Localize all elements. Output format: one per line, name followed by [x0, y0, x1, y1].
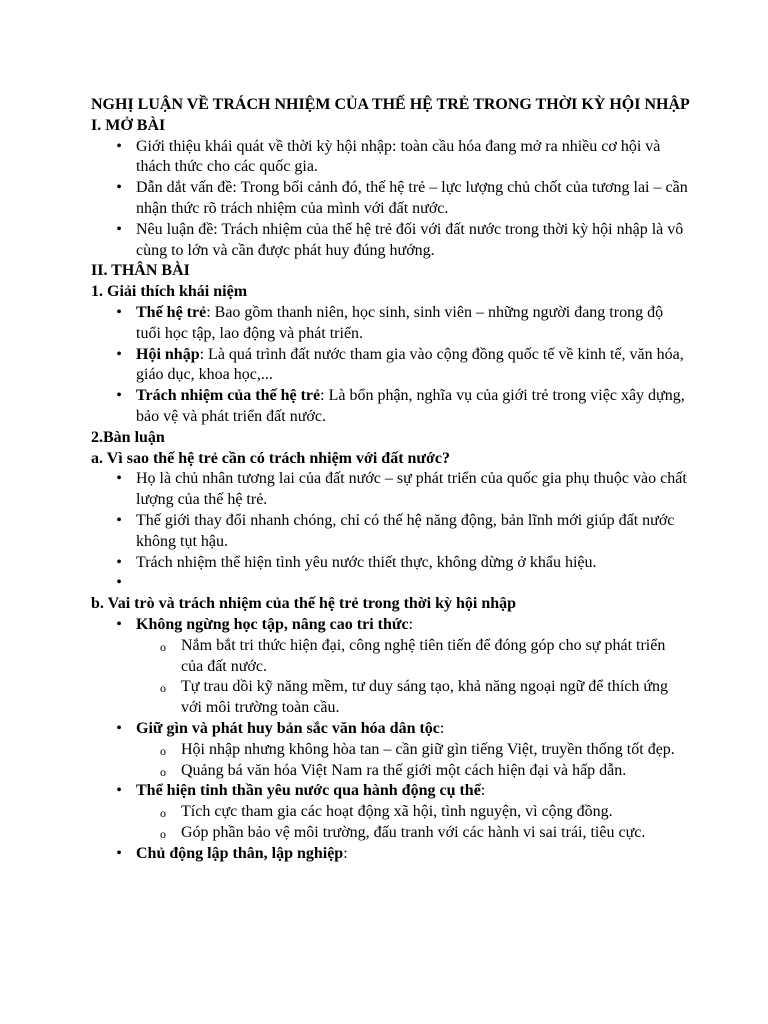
- sub-list-item-text: Hội nhập nhưng không hòa tan – cần giữ gìn tiếng Việt, truyền thống tốt đẹp.: [181, 740, 675, 758]
- list-item: [91, 220, 691, 262]
- sub-list-item-text: Nắm bắt tri thức hiện đại, công nghệ tiên tiến để đóng góp cho sự phát triển của đất nước.: [181, 636, 666, 675]
- document-page: [91, 95, 691, 864]
- sub-list-item: [91, 677, 691, 719]
- bullet-icon: •: [116, 553, 122, 571]
- giai-thich-list: [91, 303, 691, 428]
- bullet-icon: •: [116, 137, 122, 155]
- list-item: [91, 137, 691, 179]
- term-definition: : Là quá trình đất nước tham gia vào cộng đồng quốc tế về kinh tế, văn hóa, giáo dục, khoa học,...: [136, 345, 684, 384]
- term-label: Trách nhiệm của thế hệ trẻ: [136, 387, 321, 405]
- circle-bullet-icon: o: [160, 681, 166, 696]
- bullet-icon: •: [116, 511, 122, 529]
- subsection-heading-giai-thich: 1. Giải thích khái niệm: [91, 283, 248, 301]
- group-label: Thể hiện tinh thần yêu nước qua hành động cụ thể: [136, 782, 481, 800]
- bullet-icon: •: [116, 782, 122, 800]
- question-heading-b: b. Vai trò và trách nhiệm của thế hệ trẻ trong thời kỳ hội nhập: [91, 595, 517, 613]
- list-item: [91, 553, 691, 574]
- sub-list: [91, 636, 691, 719]
- sub-list: [91, 802, 691, 844]
- term-label: Thế hệ trẻ: [136, 303, 207, 321]
- circle-bullet-icon: o: [160, 743, 166, 758]
- roles-list: [91, 615, 691, 865]
- list-item: [91, 178, 691, 220]
- bullet-icon: •: [116, 844, 122, 862]
- list-item-text: Nêu luận đề: Trách nhiệm của thế hệ trẻ đối với đất nước trong thời kỳ hội nhập là vô cùng to lớn và cần được phát huy đúng hướng.: [136, 220, 684, 259]
- section-heading-than-bai: II. THÂN BÀI: [91, 262, 190, 280]
- group-label: Giữ gìn và phát huy bản sắc văn hóa dân tộc: [136, 719, 440, 737]
- group-label-suffix: :: [408, 615, 414, 633]
- group-label: Chủ động lập thân, lập nghiệp: [136, 844, 344, 862]
- circle-bullet-icon: o: [160, 639, 166, 654]
- question-heading-a: a. Vì sao thế hệ trẻ cần có trách nhiệm với đất nước?: [91, 449, 450, 467]
- circle-bullet-icon: o: [160, 764, 166, 779]
- bullet-icon: •: [116, 303, 122, 321]
- sub-list-item: [91, 740, 691, 761]
- bullet-icon: •: [116, 179, 122, 197]
- list-item: [91, 719, 691, 781]
- subsection-heading-ban-luan: 2.Bàn luận: [91, 428, 165, 446]
- list-item-text: Trách nhiệm thể hiện tình yêu nước thiết thực, không dừng ở khẩu hiệu.: [136, 553, 597, 571]
- bullet-icon: •: [116, 470, 122, 488]
- group-label: Không ngừng học tập, nâng cao tri thức: [136, 615, 409, 633]
- reasons-list: [91, 469, 691, 594]
- list-item-text: Thế giới thay đổi nhanh chóng, chỉ có thế hệ năng động, bản lĩnh mới giúp đất nước không tụt hậu.: [136, 511, 675, 550]
- sub-list-item-text: Góp phần bảo vệ môi trường, đấu tranh với các hành vi sai trái, tiêu cực.: [181, 823, 646, 841]
- bullet-icon: •: [116, 574, 122, 592]
- list-item-text: Giới thiệu khái quát về thời kỳ hội nhập: toàn cầu hóa đang mở ra nhiều cơ hội và thách thức cho các quốc gia.: [136, 137, 661, 176]
- group-label-suffix: :: [439, 719, 445, 737]
- list-item-text: Họ là chủ nhân tương lai của đất nước – sự phát triển của quốc gia phụ thuộc vào chất lượng của thế hệ trẻ.: [136, 470, 687, 509]
- bullet-icon: •: [116, 387, 122, 405]
- bullet-icon: •: [116, 615, 122, 633]
- bullet-icon: •: [116, 719, 122, 737]
- list-item: [91, 303, 691, 345]
- sub-list-item-text: Tích cực tham gia các hoạt động xã hội, tình nguyện, vì cộng đồng.: [181, 803, 613, 821]
- list-item: [91, 844, 691, 865]
- list-item-text: Dẫn dắt vấn đề: Trong bối cảnh đó, thế hệ trẻ – lực lượng chủ chốt của tương lai – cần nhận thức rõ trách nhiệm của mình với đất nước.: [136, 179, 688, 217]
- sub-list-item-text: Quảng bá văn hóa Việt Nam ra thế giới một cách hiện đại và hấp dẫn.: [181, 761, 627, 779]
- group-label-suffix: :: [480, 782, 486, 800]
- sub-list-item-text: Tự trau dồi kỹ năng mềm, tư duy sáng tạo, khả năng ngoại ngữ để thích ứng với môi trường toàn cầu.: [181, 678, 669, 717]
- list-item: [91, 781, 691, 843]
- list-item: [91, 469, 691, 511]
- mo-bai-list: [91, 137, 691, 262]
- list-item: [91, 386, 691, 428]
- term-definition: : Là bổn phận, nghĩa vụ của giới trẻ trong việc xây dựng, bảo vệ và phát triển đất nước.: [136, 387, 685, 425]
- sub-list-item: [91, 802, 691, 823]
- section-heading-mo-bai: I. MỞ BÀI: [91, 116, 166, 134]
- sub-list-item: [91, 761, 691, 782]
- sub-list-item: [91, 823, 691, 844]
- sub-list: [91, 740, 691, 782]
- term-label: Hội nhập: [136, 345, 200, 363]
- circle-bullet-icon: o: [160, 826, 166, 841]
- term-definition: : Bao gồm thanh niên, học sinh, sinh viên – những người đang trong độ tuổi học tập, lao động và phát triển.: [136, 303, 664, 342]
- empty-list-item: [91, 573, 691, 594]
- bullet-icon: •: [116, 345, 122, 363]
- bullet-icon: •: [116, 220, 122, 238]
- list-item: [91, 345, 691, 387]
- circle-bullet-icon: o: [160, 806, 166, 821]
- list-item: [91, 615, 691, 719]
- document-title: NGHỊ LUẬN VỀ TRÁCH NHIỆM CỦA THẾ HỆ TRẺ TRONG THỜI KỲ HỘI NHẬP: [91, 96, 690, 113]
- list-item: [91, 511, 691, 553]
- group-label-suffix: :: [343, 844, 348, 862]
- sub-list-item: [91, 636, 691, 678]
